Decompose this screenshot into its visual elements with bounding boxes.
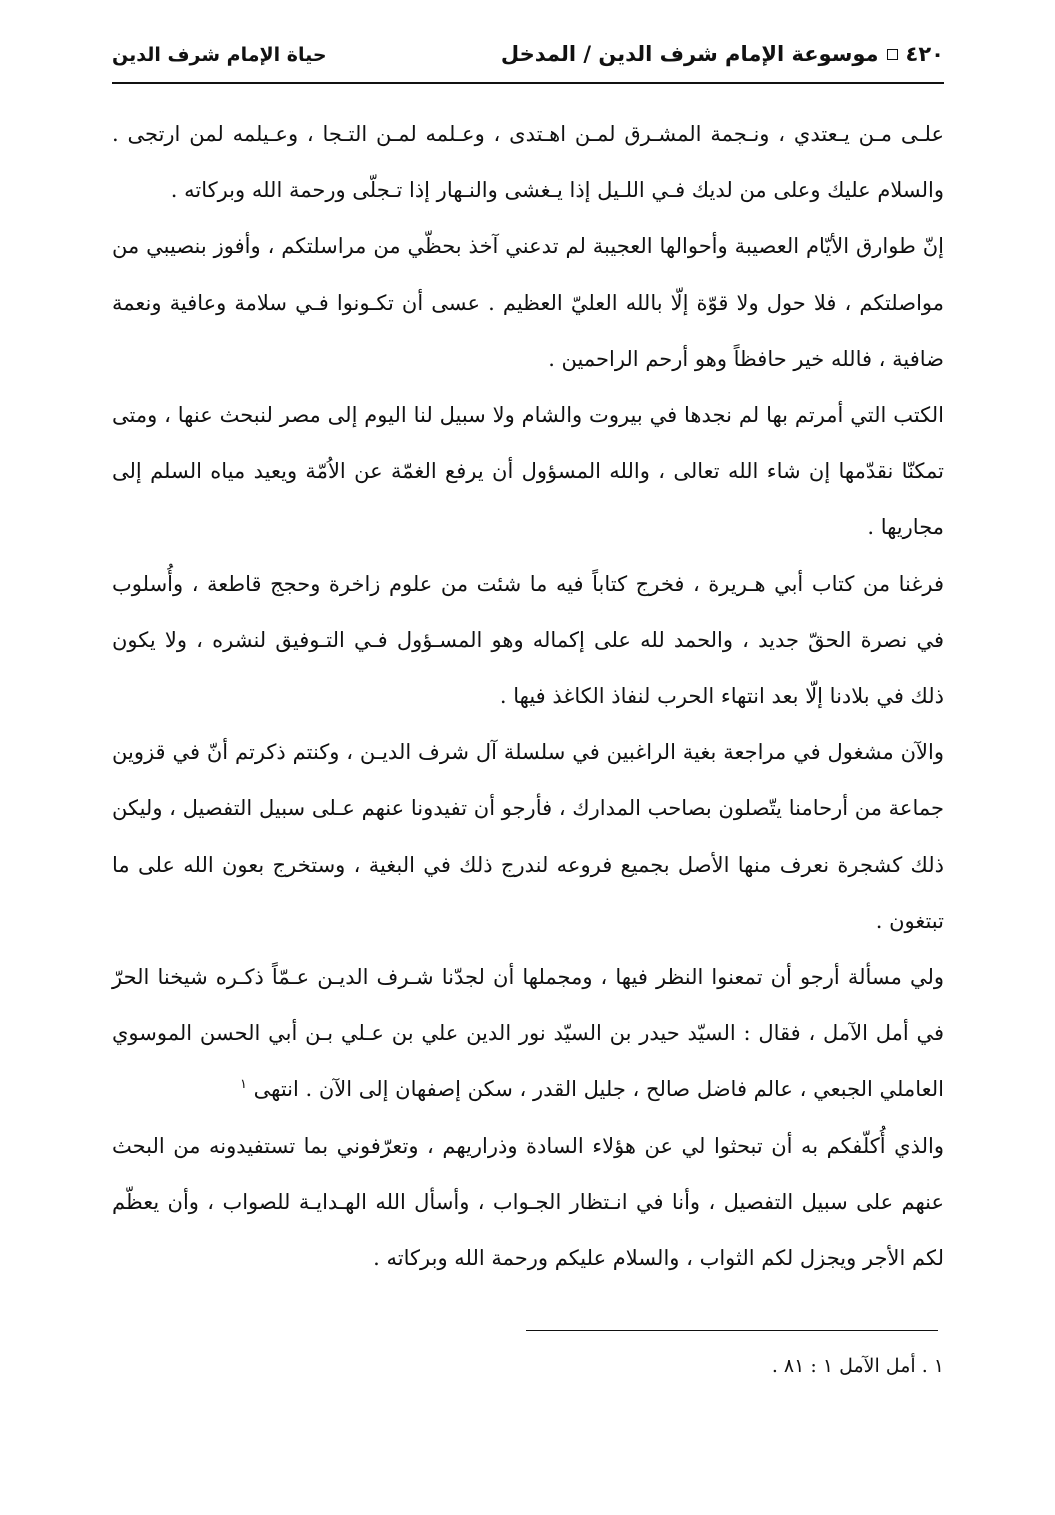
paragraph: الكتب التي أمرتم بها لم نجدها في بيروت والشام ولا سبيل لنا اليوم إلى مصر لنبحث عنها ، ومتى تمكنّا نقدّمها إن شاء الله تعالى ، والله المسؤول أن يرفع الغمّة عن الاُمّة ويعيد مياه السلم إلى مجاريها . (112, 403, 944, 540)
footnote-divider (526, 1330, 938, 1331)
footnote: ١ . أمل الآمل ١ : ٨١ . (771, 1355, 944, 1377)
running-header (112, 40, 944, 84)
square-separator-icon (887, 49, 898, 60)
header-divider (112, 82, 944, 84)
page-body (112, 106, 944, 1286)
paragraph: فرغنا من كتاب أبي هـريرة ، فخرج كتاباً فيه ما شئت من علوم زاخرة وحجج قاطعة ، وأُسلوب في نصرة الحقّ جديد ، والحمد لله على إكماله وهو المسـؤول فـي التـوفيق لنشره ، ولا يكون ذلك في بلادنا إلّا بعد انتهاء الحرب لنفاذ الكاغذ فيها . (112, 571, 944, 709)
footnote-reference[interactable]: ١ (239, 1077, 247, 1093)
paragraph: والذي أُكلّفكم به أن تبحثوا لي عن هؤلاء السادة وذراريهم ، وتعرّفوني بما تستفيدونه من البحث عنهم على سبيل التفصيل ، وأنا في انـتظار الجـواب ، وأسأل الله الهـدايـة للصواب ، وأن يعظّم لكم الأجر ويجزل لكم الثواب ، والسلام عليكم ورحمة الله وبركاته . (112, 1133, 944, 1271)
page-number: ٤٢٠ (905, 42, 944, 66)
paragraph: إنّ طوارق الأيّام العصيبة وأحوالها العجيبة لم تدعني آخذ بحظّي من مراسلتكم ، وأفوز بنصيبي من مواصلتكم ، فلا حول ولا قوّة إلّا بالله العليّ العظيم . عسى أن تكـونوا فـي سلامة وعافية ونعمة ضافية ، فالله خير حافظاً وهو أرحم الراحمين . (112, 234, 944, 371)
paragraph: علـى مـن يـعتدي ، ونـجمة المشـرق لمـن اهـتدى ، وعـلمه لمـن التـجا ، وعـيلمه لمن ارتجى . والسلام عليك وعلى من لديك فـي اللـيل إذا يـغشى والنـهار إذا تـجلّى ورحمة الله وبركاته . (112, 122, 944, 203)
paragraph: والآن مشغول في مراجعة بغية الراغبين في سلسلة آل شرف الديـن ، وكنتم ذكرتم أنّ في قزوين جماعة من أرحامنا يتّصلون بصاحب المدارك ، فأرجو أن تفيدونا عنهم عـلى سبيل التفصيل ، وليكن ذلك كشجرة نعرف منها الأصل بجميع فروعه لندرج ذلك في البغية ، وستخرج بعون الله على ما تبتغون . (112, 740, 944, 933)
paragraph-text: ولي مسألة أرجو أن تمعنوا النظر فيها ، ومجملها أن لجدّنا شـرف الديـن عـمّاً ذكـره شيخنا الحرّ في أمل الآمل ، فقال : السيّد حيدر بن السيّد نور الدين علي بن عـلي بـن أبي الحسن الموسوي العاملي الجبعي ، عالم فاضل صالح ، جليل القدر ، سكن إصفهان إلى الآن . انتهى (112, 965, 944, 1102)
section-title: حياة الإمام شرف الدين (112, 44, 327, 66)
paragraph-with-footnote (112, 949, 944, 1118)
book-title: موسوعة الإمام شرف الدين / المدخل (500, 42, 879, 66)
header-right-group (501, 42, 944, 66)
